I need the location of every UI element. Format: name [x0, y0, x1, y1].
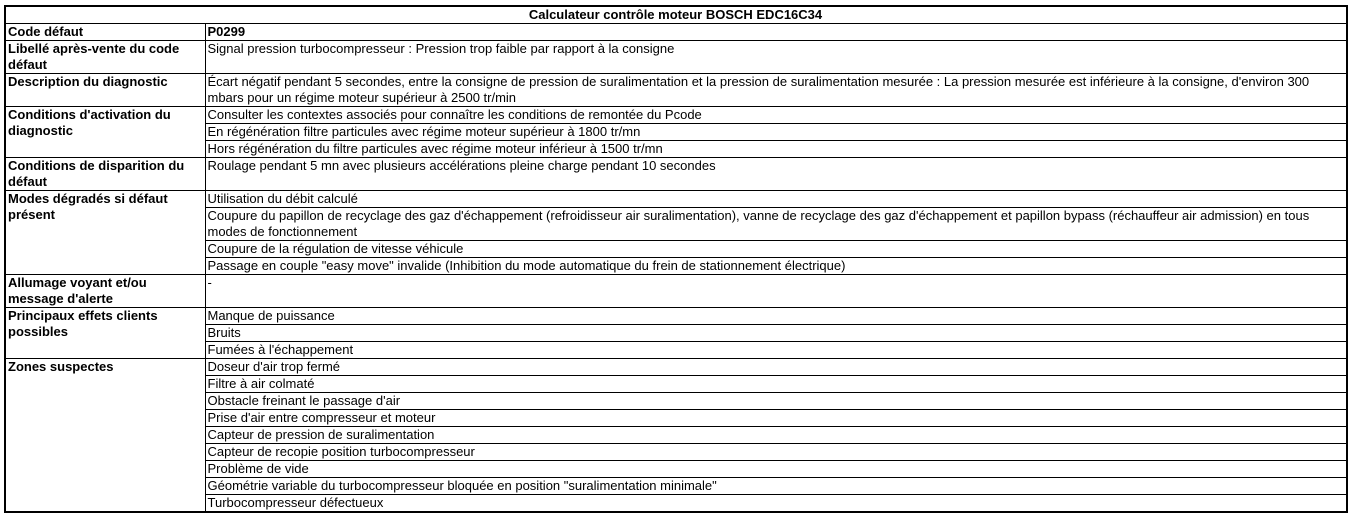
degraded-mode-item: Passage en couple "easy move" invalide (Inhibition du mode automatique du frein de stationnement électrique): [205, 258, 1347, 275]
warning-light-value: -: [205, 275, 1347, 308]
table-title: Calculateur contrôle moteur BOSCH EDC16C34: [5, 6, 1347, 24]
table-row: [5, 241, 1347, 258]
suspect-zone-item: Turbocompresseur défectueux: [205, 495, 1347, 513]
table-row: [5, 24, 1347, 41]
table-row: [5, 158, 1347, 191]
table-row: [5, 107, 1347, 124]
table-row: [5, 342, 1347, 359]
row-label-allumage-voyant: Allumage voyant et/ou message d'alerte: [5, 275, 205, 308]
row-label-conditions-disparition: Conditions de disparition du défaut: [5, 158, 205, 191]
table-row: [5, 461, 1347, 478]
activation-condition-item: Consulter les contextes associés pour connaître les conditions de remontée du Pcode: [205, 107, 1347, 124]
table-row: [5, 495, 1347, 513]
table-row: [5, 478, 1347, 495]
suspect-zone-item: Prise d'air entre compresseur et moteur: [205, 410, 1347, 427]
table-row: [5, 359, 1347, 376]
disappearance-condition-value: Roulage pendant 5 mn avec plusieurs accélérations pleine charge pendant 10 secondes: [205, 158, 1347, 191]
row-label-zones-suspectes: Zones suspectes: [5, 359, 205, 513]
table-row: [5, 124, 1347, 141]
activation-condition-item: En régénération filtre particules avec régime moteur supérieur à 1800 tr/mn: [205, 124, 1347, 141]
suspect-zone-item: Obstacle freinant le passage d'air: [205, 393, 1347, 410]
degraded-mode-item: Utilisation du débit calculé: [205, 191, 1347, 208]
fault-code-value: P0299: [205, 24, 1347, 41]
suspect-zone-item: Géométrie variable du turbocompresseur bloquée en position "suralimentation minimale": [205, 478, 1347, 495]
table-title-row: [5, 6, 1347, 24]
row-label-libelle: Libellé après-vente du code défaut: [5, 41, 205, 74]
customer-effect-item: Fumées à l'échappement: [205, 342, 1347, 359]
table-row: [5, 208, 1347, 241]
table-row: [5, 444, 1347, 461]
row-label-description: Description du diagnostic: [5, 74, 205, 107]
table-row: [5, 141, 1347, 158]
activation-condition-item: Hors régénération du filtre particules avec régime moteur inférieur à 1500 tr/mn: [205, 141, 1347, 158]
table-row: [5, 258, 1347, 275]
suspect-zone-item: Problème de vide: [205, 461, 1347, 478]
table-row: [5, 376, 1347, 393]
diagnostic-description-value: Écart négatif pendant 5 secondes, entre la consigne de pression de suralimentation et la pression de suralimentation mesurée : La pression mesurée est inférieure à la consigne, d'environ 300 mbars pour un régime moteur supérieur à 2500 tr/min: [205, 74, 1347, 107]
fault-label-value: Signal pression turbocompresseur : Pression trop faible par rapport à la consigne: [205, 41, 1347, 74]
customer-effect-item: Bruits: [205, 325, 1347, 342]
suspect-zone-item: Filtre à air colmaté: [205, 376, 1347, 393]
suspect-zone-item: Capteur de recopie position turbocompresseur: [205, 444, 1347, 461]
row-label-code-defaut: Code défaut: [5, 24, 205, 41]
degraded-mode-item: Coupure du papillon de recyclage des gaz d'échappement (refroidisseur air suralimentation), vanne de recyclage des gaz d'échappement et papillon bypass (réchauffeur air admission) en tous modes de fonctionnement: [205, 208, 1347, 241]
degraded-mode-item: Coupure de la régulation de vitesse véhicule: [205, 241, 1347, 258]
table-row: [5, 191, 1347, 208]
row-label-modes-degrades: Modes dégradés si défaut présent: [5, 191, 205, 275]
table-row: [5, 393, 1347, 410]
suspect-zone-item: Doseur d'air trop fermé: [205, 359, 1347, 376]
table-row: [5, 275, 1347, 308]
table-row: [5, 325, 1347, 342]
table-row: [5, 410, 1347, 427]
row-label-conditions-activation: Conditions d'activation du diagnostic: [5, 107, 205, 158]
table-row: [5, 74, 1347, 107]
suspect-zone-item: Capteur de pression de suralimentation: [205, 427, 1347, 444]
table-row: [5, 427, 1347, 444]
table-row: [5, 308, 1347, 325]
customer-effect-item: Manque de puissance: [205, 308, 1347, 325]
row-label-effets-clients: Principaux effets clients possibles: [5, 308, 205, 359]
table-row: [5, 41, 1347, 74]
dtc-table: [4, 5, 1348, 513]
